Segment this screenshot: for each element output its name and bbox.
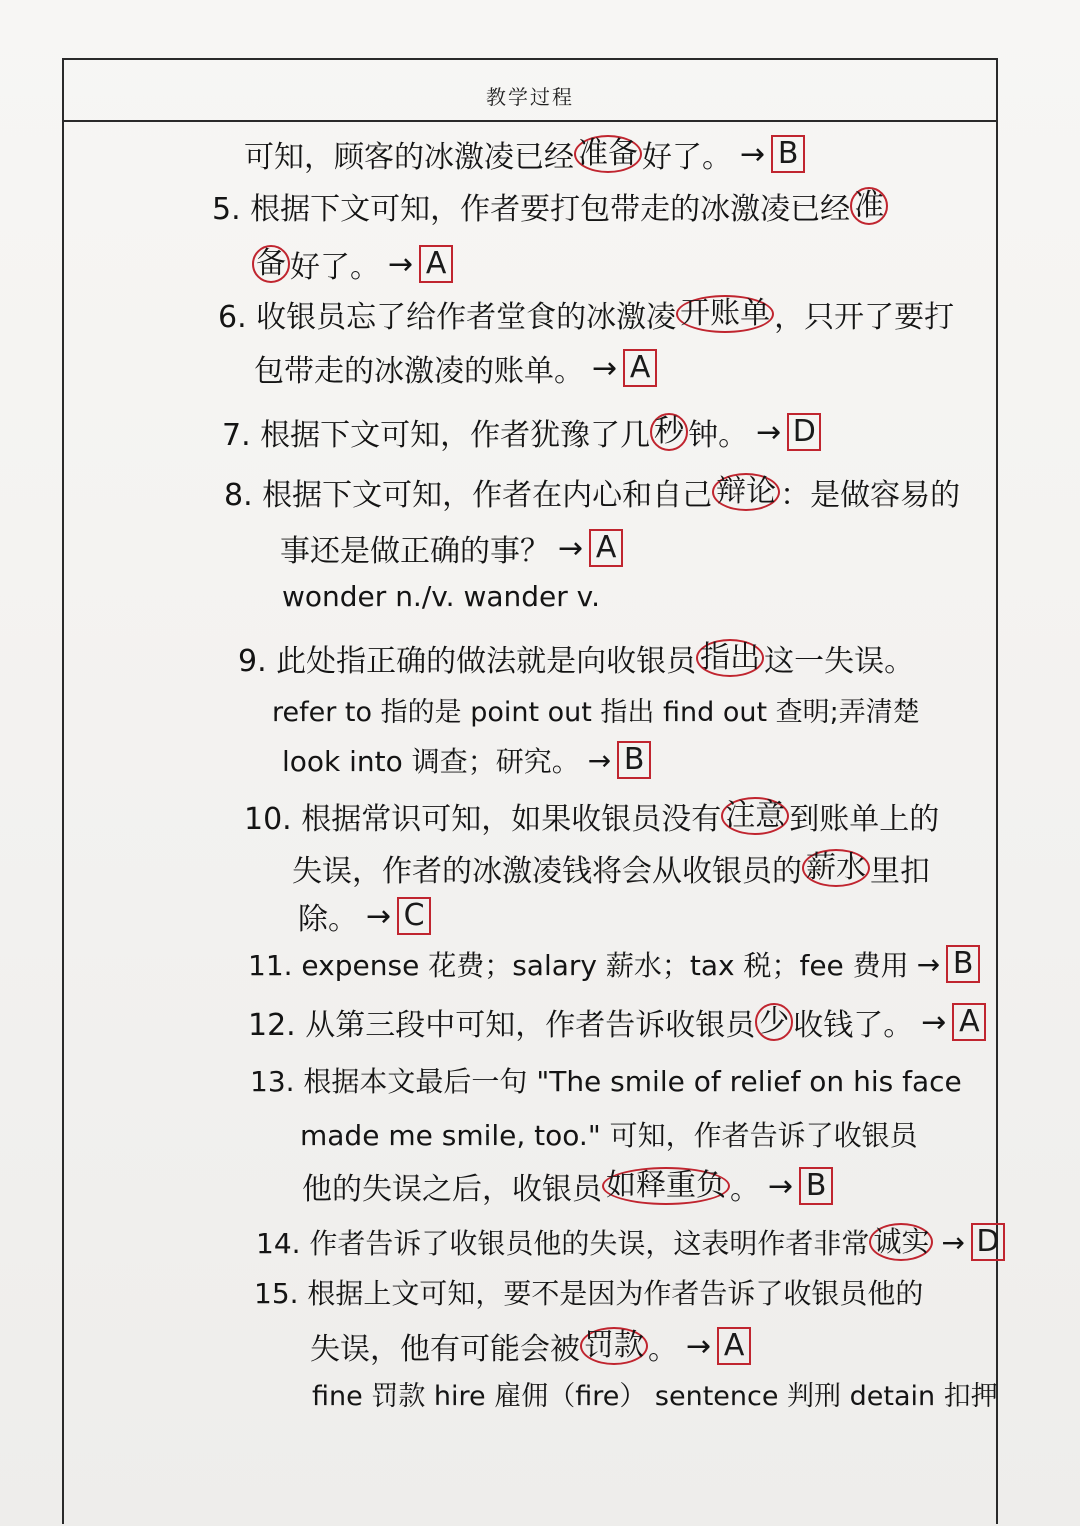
note-line xyxy=(254,1272,923,1312)
note-text: 可知，顾客的冰激凌已经 xyxy=(244,140,574,175)
note-line xyxy=(254,346,657,390)
note-text: made me smile, too." 可知，作者告诉了收银员 xyxy=(300,1119,918,1152)
note-line xyxy=(256,1222,1005,1262)
note-text: 他的失误之后，收银员 xyxy=(302,1172,602,1207)
note-text: 失误，他有可能会被 xyxy=(310,1332,580,1367)
answer-box: A xyxy=(623,349,657,387)
answer-box: A xyxy=(589,529,623,567)
note-text: wonder n./v. wander v. xyxy=(282,580,600,613)
note-text-after: 。 xyxy=(730,1172,760,1207)
note-line xyxy=(248,1000,986,1044)
note-text: 除。 xyxy=(298,902,358,937)
note-text-after: 到账单上的 xyxy=(789,802,940,837)
note-line xyxy=(310,1324,751,1368)
note-text-after: ：是做容易的 xyxy=(780,478,961,513)
circled-keyword: 薪水 xyxy=(802,849,870,887)
note-text-after: 这一失误。 xyxy=(764,644,915,679)
answer-box: D xyxy=(787,413,821,451)
arrow-icon: → xyxy=(592,350,618,386)
note-line xyxy=(298,894,431,938)
circled-keyword: 注意 xyxy=(721,797,789,835)
arrow-icon: → xyxy=(388,246,414,282)
note-line xyxy=(244,794,939,838)
note-text-after: 好了。 xyxy=(290,250,380,285)
arrow-icon: → xyxy=(740,136,766,172)
note-text: 13. 根据本文最后一句 "The smile of relief on his face xyxy=(250,1065,962,1098)
note-line xyxy=(218,292,954,336)
circled-keyword: 准 xyxy=(850,187,888,225)
note-line xyxy=(280,526,623,570)
answer-box: A xyxy=(419,245,453,283)
arrow-icon: → xyxy=(366,898,392,934)
circled-keyword: 开账单 xyxy=(676,295,774,333)
header-title: 教学过程 xyxy=(486,84,574,109)
circled-keyword: 准备 xyxy=(574,135,642,173)
note-line xyxy=(238,636,914,680)
note-line xyxy=(282,740,651,780)
answer-box: A xyxy=(717,1327,751,1365)
note-text-after: 里扣 xyxy=(870,854,930,889)
circled-keyword: 如释重负 xyxy=(602,1167,730,1205)
answer-box: B xyxy=(771,135,805,173)
note-line xyxy=(224,470,960,514)
note-text: 失误，作者的冰激凌钱将会从收银员的 xyxy=(292,854,802,889)
arrow-icon: → xyxy=(916,947,941,981)
note-text-after: 。 xyxy=(648,1332,678,1367)
note-text: 事还是做正确的事？ xyxy=(280,534,550,569)
note-text: 11. expense 花费；salary 薪水；tax 税；fee 费用 xyxy=(248,949,909,982)
note-line xyxy=(302,1164,833,1208)
note-line xyxy=(252,242,453,286)
note-text: 10. 根据常识可知，如果收银员没有 xyxy=(244,802,722,837)
note-text-after: ，只开了要打 xyxy=(774,300,955,335)
note-text: 9. 此处指正确的做法就是向收银员 xyxy=(238,644,697,679)
note-line xyxy=(244,132,805,176)
arrow-icon: → xyxy=(941,1225,965,1259)
note-text: fine 罚款 hire 雇佣（fire） sentence 判刑 detain 扣押 xyxy=(312,1381,998,1412)
circled-keyword: 诚实 xyxy=(869,1223,933,1261)
note-line xyxy=(222,410,821,454)
note-text: 14. 作者告诉了收银员他的失误，这表明作者非常 xyxy=(256,1227,870,1260)
answer-box: B xyxy=(617,741,651,779)
note-text: refer to 指的是 point out 指出 find out 查明;弄清楚 xyxy=(272,697,920,728)
note-text-after: 收钱了。 xyxy=(793,1008,914,1043)
note-text: 8. 根据下文可知，作者在内心和自己 xyxy=(224,478,713,513)
note-text: 5. 根据下文可知，作者要打包带走的冰激凌已经 xyxy=(212,192,851,227)
arrow-icon: → xyxy=(756,414,782,450)
circled-keyword: 罚款 xyxy=(580,1327,648,1365)
circled-keyword: 指出 xyxy=(696,639,764,677)
arrow-icon: → xyxy=(768,1168,794,1204)
arrow-icon: → xyxy=(587,743,612,777)
arrow-icon: → xyxy=(921,1004,947,1040)
answer-box: B xyxy=(946,945,980,983)
note-text: 包带走的冰激凌的账单。 xyxy=(254,354,584,389)
note-line xyxy=(248,944,980,984)
note-text: 7. 根据下文可知，作者犹豫了几 xyxy=(222,418,651,453)
note-text: 6. 收银员忘了给作者堂食的冰激凌 xyxy=(218,300,677,335)
note-line xyxy=(212,184,888,228)
answer-box: B xyxy=(799,1167,833,1205)
note-text: look into 调查；研究。 xyxy=(282,745,580,778)
arrow-icon: → xyxy=(686,1328,712,1364)
note-line xyxy=(292,846,930,890)
note-text-after: 钟。 xyxy=(688,418,749,453)
note-text: 12. 从第三段中可知，作者告诉收银员 xyxy=(248,1008,756,1043)
note-line xyxy=(250,1060,962,1100)
arrow-icon: → xyxy=(558,530,584,566)
circled-keyword: 少 xyxy=(755,1003,793,1041)
answer-box: C xyxy=(397,897,431,935)
answer-box: D xyxy=(971,1223,1005,1261)
answer-box: A xyxy=(952,1003,986,1041)
note-line xyxy=(312,1374,998,1413)
note-text: 15. 根据上文可知，要不是因为作者告诉了收银员他的 xyxy=(254,1277,924,1310)
circled-keyword: 备 xyxy=(252,245,290,283)
circled-keyword: 秒 xyxy=(650,413,688,451)
note-line xyxy=(282,580,600,613)
note-line xyxy=(300,1114,918,1154)
note-text-after: 好了。 xyxy=(642,140,732,175)
note-line xyxy=(272,690,920,729)
circled-keyword: 辩论 xyxy=(712,473,780,511)
